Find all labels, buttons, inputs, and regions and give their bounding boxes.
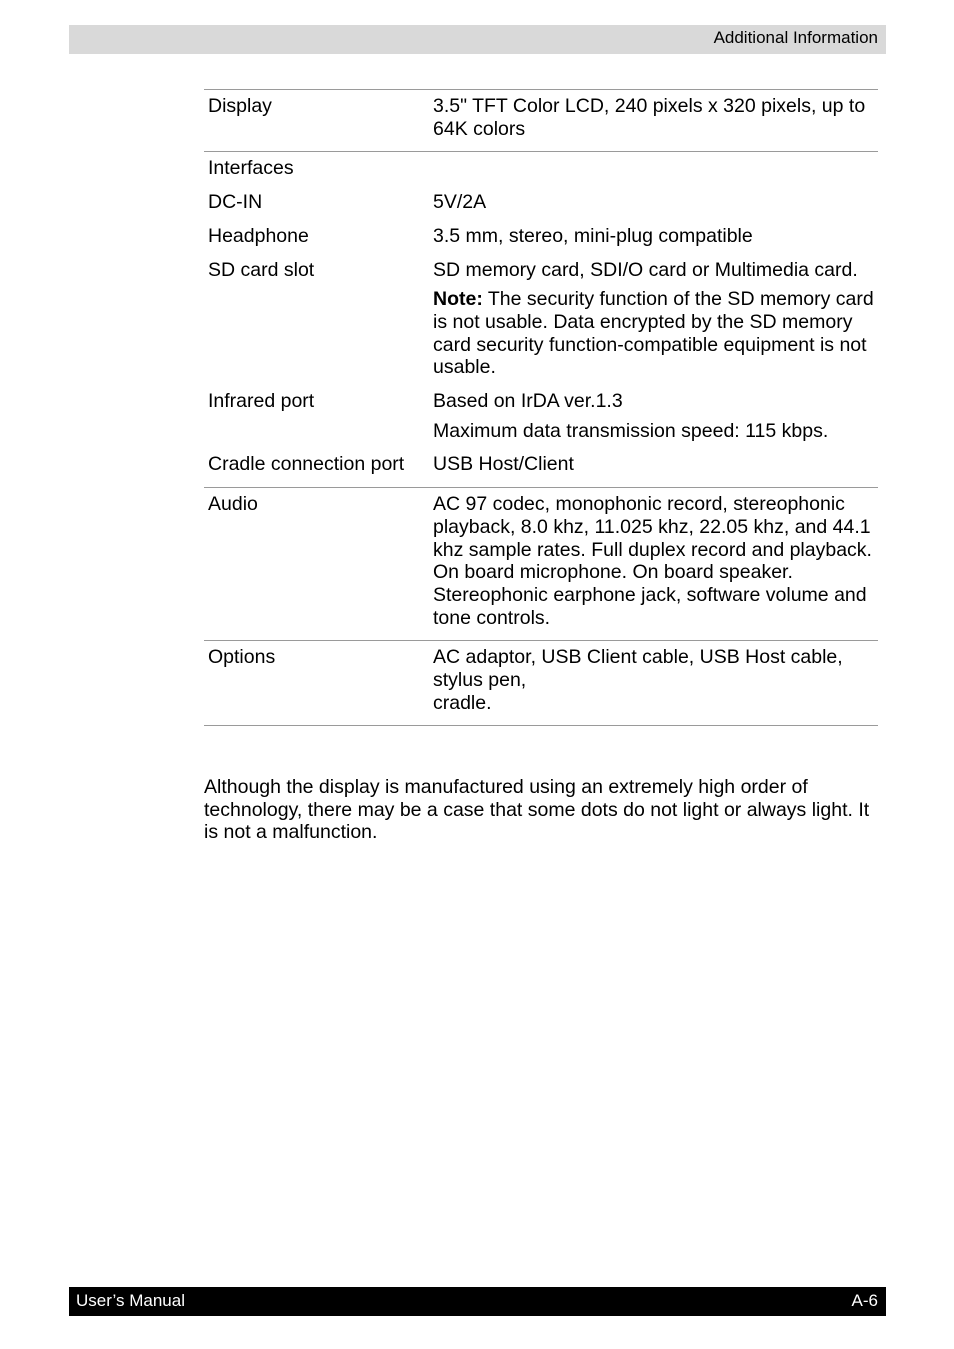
sd-card-description: SD memory card, SDI/O card or Multimedia card. xyxy=(433,258,858,281)
spec-value-infrared-port xyxy=(433,390,878,453)
note-label: Note: xyxy=(433,288,483,311)
spec-label-sd-card-slot: SD card slot xyxy=(208,258,315,281)
spec-row-dc-in xyxy=(204,191,878,225)
spec-value-display: 3.5" TFT Color LCD, 240 pixels x 320 pixels, up to 64K colors xyxy=(433,90,878,152)
spec-row-audio xyxy=(204,488,878,641)
spec-label-cradle-port: Cradle connection port xyxy=(204,453,433,487)
spec-value-audio: AC 97 codec, monophonic record, stereophonic playback, 8.0 khz, 11.025 khz, 22.05 khz, and 44.1 khz sample rates. Full duplex record and playback. On board microphone. On board speaker. Stereophonic earphone jack, software volume and tone controls. xyxy=(433,488,878,641)
spec-value-sd-card-slot xyxy=(433,259,878,391)
spec-value-options xyxy=(433,641,878,726)
manual-title: User’s Manual xyxy=(76,1291,185,1310)
spec-value-cradle-port: USB Host/Client xyxy=(433,453,878,487)
infrared-standard: Based on IrDA ver.1.3 xyxy=(433,390,623,413)
spec-label-options: Options xyxy=(204,641,433,726)
spec-label-headphone: Headphone xyxy=(208,224,309,247)
spec-label-interfaces: Interfaces xyxy=(208,157,294,180)
spec-row-interfaces xyxy=(204,152,878,191)
spec-row-cradle-port xyxy=(204,453,878,487)
specifications-table xyxy=(204,89,878,726)
page-number: A-6 xyxy=(851,1291,878,1310)
section-title: Additional Information xyxy=(713,28,878,47)
spec-value-dc-in: 5V/2A xyxy=(433,191,487,214)
spec-label-audio: Audio xyxy=(204,488,433,641)
spec-value-headphone: 3.5 mm, stereo, mini-plug compatible xyxy=(433,224,753,247)
options-cradle: cradle. xyxy=(433,691,492,714)
page-header xyxy=(69,25,886,54)
spec-row-options xyxy=(204,641,878,726)
spec-value-interfaces xyxy=(433,152,878,191)
spec-label-dc-in: DC-IN xyxy=(208,191,263,214)
page-footer xyxy=(69,1287,886,1316)
spec-label-display: Display xyxy=(204,90,433,152)
note-text: The security function of the SD memory card is not usable. Data encrypted by the SD memory card security function-compatible equipment is not usable. xyxy=(433,288,874,379)
spec-row-display xyxy=(204,90,878,152)
display-footnote: Although the display is manufactured using an extremely high order of technology, there may be a case that some dots do not light or always light. It is not a malfunction. xyxy=(204,776,870,844)
sd-card-note xyxy=(433,288,878,379)
spec-label-infrared-port: Infrared port xyxy=(208,390,315,413)
spec-row-infrared-port xyxy=(204,390,878,453)
spec-row-headphone xyxy=(204,225,878,259)
options-list: AC adaptor, USB Client cable, USB Host cable, stylus pen, xyxy=(433,646,843,692)
spec-row-sd-card-slot xyxy=(204,259,878,391)
infrared-speed: Maximum data transmission speed: 115 kbps. xyxy=(433,419,829,442)
